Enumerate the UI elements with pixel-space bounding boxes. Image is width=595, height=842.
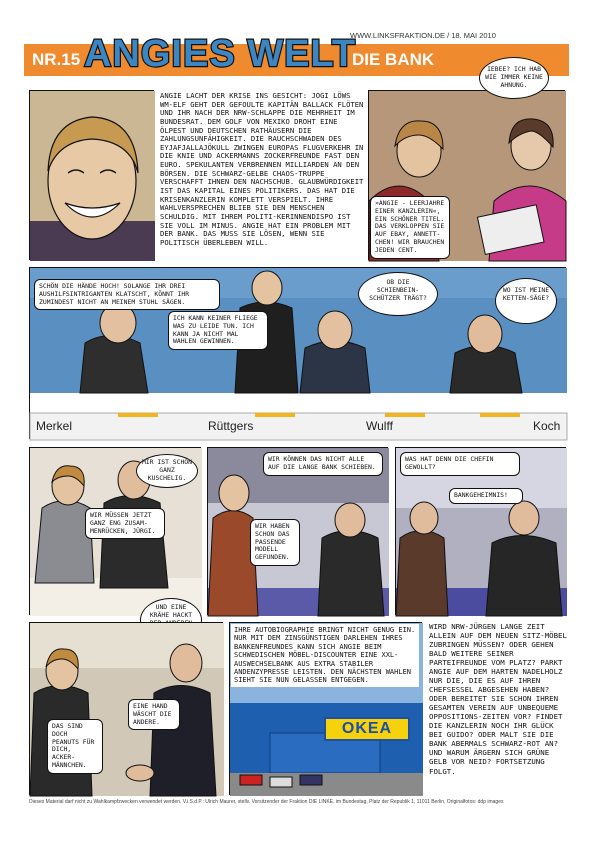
website-date: WWW.LINKSFRAKTION.DE / 18. MAI 2010: [350, 31, 496, 40]
footer: Dieses Material darf nicht zu Wahlkampfzwecken verwendet werden. V.i.S.d.P.: Ulrich Maurer, stellv. Vorsitzender der Fraktion DIE LINKE. im Bundestag, Platz der Republik 1, 11011 Berlin, Originalfotos: ddp images: [29, 799, 504, 805]
nameplate-ruettgers: Rüttgers: [208, 419, 254, 433]
panel2-bubble-left: SCHÖN DIE HÄNDE HOCH! SOLANGE IHR DREI AUSHILFSINTRIGANTEN KLATSCHT, KÖNNT IHR ZUMINDEST NICHT AN MEINEM STUHL SÄGEN.: [34, 279, 220, 310]
panel5-bubble-top: WAS HAT DENN DIE CHEFIN GEWOLLT?: [400, 452, 520, 476]
panel2-bubble-center: ICH KANN KEINER FLIEGE WAS ZU LEIDE TUN. ICH KANN JA NICHT MAL WAHLEN GEWINNEN.: [168, 311, 268, 350]
panel6-bubble-right: EINE HAND WÄSCHT DIE ANDERE.: [128, 699, 180, 730]
panel7-text: IHRE AUTOBIOGRAPHIE BRINGT NICHT GENUG EIN. NUR MIT DEM ZINSGÜNSTIGEN DARLEHEN IHRES BANKENFREUNDES KANN SICH ANGIE BEIM SCHWEDISCHEN MÖBEL-DISCOUNTER EINE XXL-AUSWECHSELBANK AUS EXTRA STABILER ANDENZYPRESSE LEISTEN. DEN NÄCHSTEN WAHLEN SIEHT SIE NUN GELASSEN ENTGEGEN.: [231, 624, 419, 687]
nameplate-koch: Koch: [533, 419, 561, 433]
issue-number: NR.15: [32, 50, 81, 69]
panel3-bubble-bottom: UND EINE KRÄHE HACKT: [140, 598, 202, 642]
panel2-bubble-mid: OB DIE SCHIENBEIN-SCHÜTZER TRÄGT?: [358, 272, 438, 316]
title-logo: [83, 26, 357, 76]
panel5-bubble-right: BANKGEHEIMNIS!: [449, 488, 523, 504]
panel1-bubble-top: IEBEE? ICH HAB WIE IMMER KEINE AHNUNG.: [479, 57, 549, 99]
panel6-bubble-left: DAS SIND DOCH PEANUTS FÜR DICH, ACKER-MÄNNCHEN.: [47, 719, 103, 774]
closing-text: WIRD NRW-JÜRGEN LANGE ZEIT ALLEIN AUF DEM NEUEN SITZ-MÖBEL ZUBRINGEN MÜSSEN? ODER GEHEN BALD WEITERE SEINER PARTEIFREUNDE VOM PLATZ? PARKT ANGIE AUF DEM HARTEN NADELHOLZ NUR DIE, DIE ES AUF IHREN CHEFSESSEL ABGESEHEN HABEN? ODER BEREITET SIE SCHON IHREN GESAMTEN VEREIN AUF UNBEQUEME OPPOSITIONS-ZEITEN VOR? FINDET DIE KANZLERIN NOCH IHR GLÜCK BEI GUIDO? ODER MALT SIE DIE BANK ABERMALS SCHWARZ-ROT AN? UND WARUM ÄRGERN SICH GRÜNE GELB VOR NEID? FORTSETZUNG FOLGT.: [429, 622, 567, 776]
subtitle: DIE BANK: [352, 50, 435, 69]
panel1-bubble-bottom: »ANGIE - LEERJAHRE EINER KANZLERIN«, EIN SCHÖNER TITEL. DAS VERKLOPPEN SIE AUF EBAY, ANNETT-CHEN! WIR BRAUCHEN JEDEN CENT.: [370, 196, 450, 259]
panel3-bubble-mid: WIR MÜSSEN JETZT GANZ ENG ZUSAM-MENRÜCKEN, JÜRGI.: [85, 508, 165, 539]
title-logo-text: ANGIES WELT: [83, 33, 357, 75]
panel2-bubble-right: WO IST MEINE KETTEN-SÄGE?: [495, 278, 557, 324]
panel4-bubble-left: WIR HABEN SCHON DAS PASSENDE MODELL GEFUNDEN.: [250, 519, 300, 566]
nameplate-merkel: Merkel: [36, 419, 73, 433]
intro-text: ANGIE LACHT DER KRISE INS GESICHT: JOGI LÖWS WM-ELF GEHT DER GEFOULTE KAPITÄN BALLACK FLÖTEN UND IHR NACH DER NRW-SCHLAPPE DIE MEHRHEIT IM BUNDESRAT. DEM GOLF VON MEXIKO DROHT EINE ÖLPEST UND DEUTSCHEN RATHÄUSERN DIE ZAHLUNGSUNFÄHIGKEIT. DIE RAUCHSCHWADEN DES EYJAFJALLAJÖKULL ZWINGEN EUROPAS FLUGVERKEHR IN DIE KNIE UND ACKERMANNS ZOCKERFREUNDE FAST DEN EURO. SPEKULANTEN VERBRENNEN MILLIARDEN AN DEN BÖRSEN. DIE SCHWARZ-GELBE CHAOS-TRUPPE VERSCHAFFT IHNEN DEN NACHSCHUB. GLAUBWÜRDIGKEIT IST DAS KAPITAL EINES POLITIKERS. DAS HAT DIE KRISENKANZLERIN KOMPLETT VERSPIELT. IHRE WAHLVERSPRECHEN BLIEB SIE DEN MENSCHEN SCHULDIG. MIT IHREM POLITI-KERINNENDISPO IST SIE VOLL IM MINUS. ANGIE HAT EIN PROBLEM MIT DER BANK. DAS MUSS SIE LÖSEN, WENN SIE POLITISCH ÜBERLEBEN WILL.: [160, 91, 364, 247]
portrait-panel: [29, 90, 154, 260]
panel3-bubble-top: MIR IST SCHON GANZ KUSCHELIG.: [136, 454, 198, 488]
panel4-bubble-top: WIR KÖNNEN DAS NICHT ALLE AUF DIE LANGE BANK SCHIEBEN.: [263, 452, 383, 476]
nameplate-wulff: Wulff: [366, 419, 393, 433]
store-sign: OKEA: [324, 717, 410, 741]
